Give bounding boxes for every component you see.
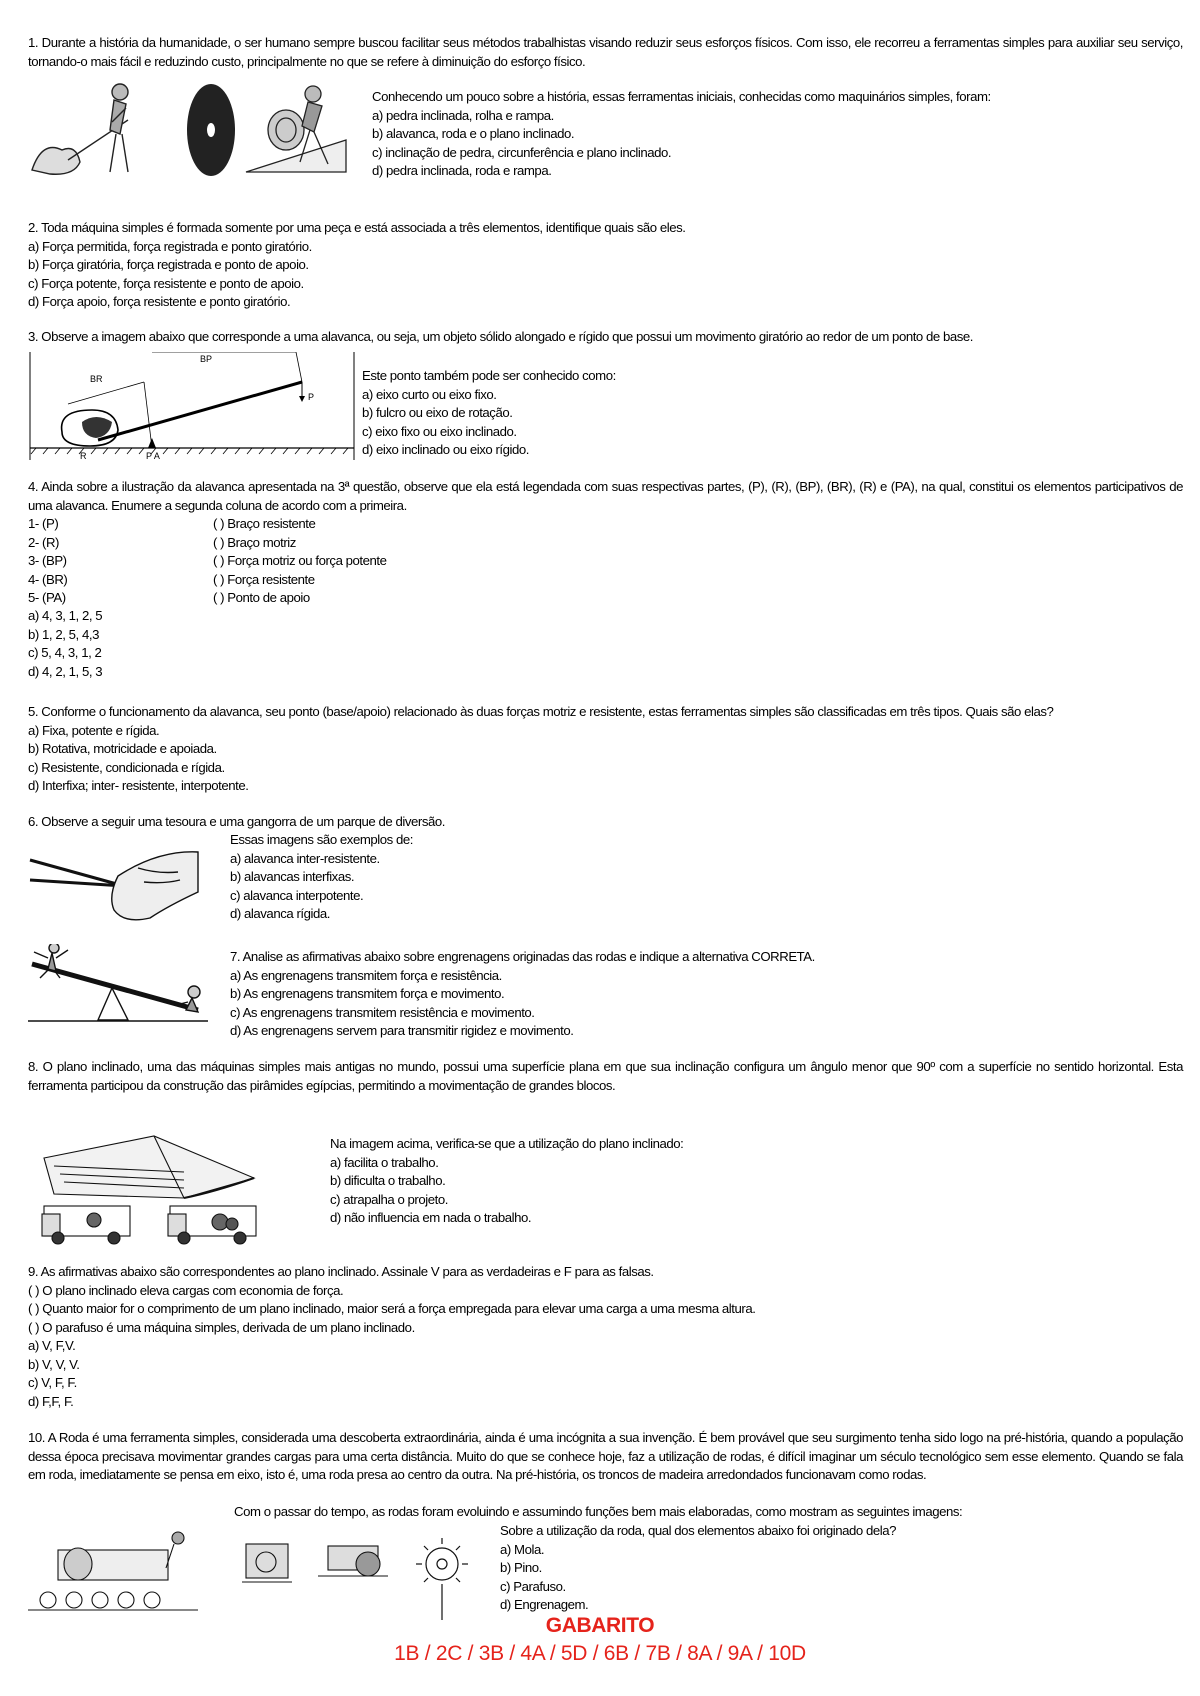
q8-option-d: d) não influencia em nada o trabalho. (330, 1210, 532, 1225)
q10-option-a: a) Mola. (500, 1541, 545, 1557)
q5-option-d: d) Interfixa; inter- resistente, interpotente. (28, 778, 249, 793)
q4-right-item: ( ) Braço resistente (213, 516, 316, 531)
scissors-illustration (28, 846, 203, 924)
q8-statement: 8. O plano inclinado, uma das máquinas simples mais antigas no mundo, possui uma superfície plana em que sua inclinação configura um ângulo menor que 90º com a superfície no sentido horizontal. Esta ferramenta participou da construção das pirâmides egípcias, permitindo a movimentação de grandes blocos. (28, 1059, 1183, 1093)
q2-option-b: b) Força giratória, força registrada e ponto de apoio. (28, 257, 309, 272)
q2-option-d: d) Força apoio, força resistente e ponto giratório. (28, 294, 291, 309)
q4-left-item: 4- (BR) (28, 571, 68, 587)
q7-block (230, 948, 1130, 1041)
q4-option-a: a) 4, 3, 1, 2, 5 (28, 608, 103, 623)
lever-diagram (28, 352, 358, 462)
q4-right-item: ( ) Ponto de apoio (213, 590, 310, 605)
q3-prompt: Este ponto também pode ser conhecido como: (362, 368, 616, 383)
q4-statement: 4. Ainda sobre a ilustração da alavanca apresentada na 3ª questão, observe que ela está legendada com suas respectivas partes, (P), (R), (BP), (BR), (R) e (PA), na qual, constitui os elementos participativos de uma alavanca. Enumere a segunda coluna de acordo com a primeira. (28, 479, 1183, 513)
q3-option-a: a) eixo curto ou eixo fixo. (362, 386, 497, 402)
q7-option-b: b) As engrenagens transmitem força e movimento. (230, 986, 505, 1001)
q6-option-a: a) alavanca inter-resistente. (230, 850, 380, 866)
q3-answer-block (362, 367, 762, 460)
q5-block (28, 703, 1183, 796)
q7-option-d: d) As engrenagens servem para transmitir rigidez e movimento. (230, 1023, 574, 1038)
q6-answer-block (230, 831, 630, 924)
q8-answer-block (330, 1135, 830, 1228)
q6-option-c: c) alavanca interpotente. (230, 887, 364, 903)
q5-option-b: b) Rotativa, motricidade e apoiada. (28, 741, 217, 756)
log-rollers-icon (28, 1532, 198, 1610)
q4-option-c: c) 5, 4, 3, 1, 2 (28, 645, 102, 660)
q1-option-c: c) inclinação de pedra, circunferência e plano inclinado. (372, 144, 672, 160)
q3-option-b: b) fulcro ou eixo de rotação. (362, 405, 513, 420)
q10-intro: Com o passar do tempo, as rodas foram evoluindo e assumindo funções bem mais elaboradas, como mostram as seguintes imagens: (234, 1504, 963, 1519)
q4-right-column (213, 515, 613, 608)
q4-left-item: 2- (R) (28, 534, 59, 550)
q2-option-c: c) Força potente, força resistente e ponto de apoio. (28, 275, 304, 291)
lever-label-br: BR (90, 374, 103, 384)
q7-option-a: a) As engrenagens transmitem força e resistência. (230, 967, 502, 983)
q9-option-a: a) V, F,V. (28, 1338, 76, 1353)
q10-option-c: c) Parafuso. (500, 1578, 566, 1594)
q6-option-b: b) alavancas interfixas. (230, 869, 355, 884)
wheel-evolution-illustrations (28, 1524, 468, 1624)
q8-prompt: Na imagem acima, verifica-se que a utilização do plano inclinado: (330, 1136, 684, 1151)
q8-option-b: b) dificulta o trabalho. (330, 1173, 446, 1188)
q1-statement: 1. Durante a história da humanidade, o ser humano sempre buscou facilitar seus métodos trabalhistas visando reduzir seus esforços físicos. Com isso, ele recorreu a ferramentas simples para auxiliar seu serviço, tornando-o mais fácil e reduzindo custo, principalmente no que se refere à diminuição do esforço físico. (28, 35, 1183, 69)
lever-label-r: R (80, 451, 87, 461)
q1-option-a: a) pedra inclinada, rolha e rampa. (372, 107, 554, 123)
q4-options (28, 607, 328, 681)
q9-item: ( ) O plano inclinado eleva cargas com economia de força. (28, 1282, 344, 1298)
q7-statement: 7. Analise as afirmativas abaixo sobre engrenagens originadas das rodas e indique a alternativa CORRETA. (230, 949, 815, 964)
q9-item: ( ) Quanto maior for o comprimento de um plano inclinado, maior será a força empregada para elevar uma carga a uma mesma altura. (28, 1301, 756, 1316)
q2-option-a: a) Força permitida, força registrada e ponto giratório. (28, 238, 312, 254)
q4-right-item: ( ) Força motriz ou força potente (213, 553, 387, 568)
answer-key-title: GABARITO (545, 1614, 655, 1637)
q9-block (28, 1263, 1183, 1411)
q9-item: ( ) O parafuso é uma máquina simples, derivada de um plano inclinado. (28, 1319, 415, 1335)
lever-label-pa: P A (146, 451, 160, 461)
caveman-lever-illustration (28, 80, 358, 180)
q1-option-b: b) alavanca, roda e o plano inclinado. (372, 126, 575, 141)
q9-option-b: b) V, V, V. (28, 1356, 80, 1372)
q8-option-a: a) facilita o trabalho. (330, 1154, 439, 1170)
lever-label-bp: BP (200, 354, 213, 364)
q10-option-b: b) Pino. (500, 1560, 542, 1575)
q5-statement: 5. Conforme o funcionamento da alavanca, seu ponto (base/apoio) relacionado às duas forças motriz e resistente, estas ferramentas simples são classificadas em três tipos. Quais são elas? (28, 704, 1054, 719)
q8-option-c: c) atrapalha o projeto. (330, 1191, 448, 1207)
q1-prompt: Conhecendo um pouco sobre a história, essas ferramentas iniciais, conhecidas como maquinários simples, foram: (372, 89, 991, 104)
lever-label-p: P (308, 392, 315, 402)
winch-icon (242, 1544, 292, 1582)
q4-right-item: ( ) Braço motriz (213, 534, 296, 550)
q3-option-c: c) eixo fixo ou eixo inclinado. (362, 423, 517, 439)
q5-option-a: a) Fixa, potente e rígida. (28, 722, 160, 738)
pyramid-inclined-plane-illustration (34, 1122, 294, 1248)
answer-key-values: 1B / 2C / 3B / 4A / 5D / 6B / 7B / 8A / 9A / 10D (394, 1642, 806, 1665)
q5-option-c: c) Resistente, condicionada e rígida. (28, 759, 225, 775)
q1-answer-block (372, 88, 1182, 181)
q4-right-item: ( ) Força resistente (213, 571, 315, 587)
cart-icon (318, 1546, 388, 1576)
q3-option-d: d) eixo inclinado ou eixo rígido. (362, 442, 529, 457)
stone-wheel-icon (187, 84, 235, 176)
q1-option-d: d) pedra inclinada, roda e rampa. (372, 163, 552, 178)
q4-left-column (28, 515, 228, 608)
q6-prompt: Essas imagens são exemplos de: (230, 832, 413, 847)
q10-prompt: Sobre a utilização da roda, qual dos elementos abaixo foi originado dela? (500, 1523, 897, 1538)
q3-statement: 3. Observe a imagem abaixo que corresponde a uma alavanca, ou seja, um objeto sólido alongado e rígido que possui um movimento giratório ao redor de um ponto de base. (28, 329, 974, 344)
q9-statement: 9. As afirmativas abaixo são correspondentes ao plano inclinado. Assinale V para as verdadeiras e F para as falsas. (28, 1264, 654, 1279)
q4-option-d: d) 4, 2, 1, 5, 3 (28, 663, 103, 679)
q4-option-b: b) 1, 2, 5, 4,3 (28, 626, 99, 642)
gear-icon (416, 1538, 468, 1620)
q4-left-item: 5- (PA) (28, 590, 66, 605)
q10-option-d: d) Engrenagem. (500, 1597, 589, 1612)
q2-block (28, 219, 1183, 312)
seesaw-illustration (28, 944, 208, 1024)
q4-left-item: 3- (BP) (28, 553, 67, 568)
q7-option-c: c) As engrenagens transmitem resistência e movimento. (230, 1004, 535, 1020)
q10-answer-block (500, 1522, 1000, 1615)
q6-statement: 6. Observe a seguir uma tesoura e uma gangorra de um parque de diversão. (28, 814, 445, 829)
q10-statement: 10. A Roda é uma ferramenta simples, considerada uma descoberta extraordinária, ainda é uma incógnita a sua invenção. É bem provável que seu surgimento tenha sido logo na pré-história, quando a população dessa época precisava movimentar grandes cargas para uma certa distância. Muito do que se conhece hoje, faz a utilização de rodas, é difícil imaginar um século tecnológico sem esse elemento. Quando se fala em roda, imediatamente se pensa em eixo, isto é, uma roda presa ao centro da outra. Na pré-história, os troncos de madeira arredondados funcionavam como rodas. (28, 1430, 1183, 1482)
q9-option-c: c) V, F, F. (28, 1375, 77, 1390)
q9-option-d: d) F,F, F. (28, 1393, 74, 1409)
q6-option-d: d) alavanca rígida. (230, 906, 330, 921)
q2-statement: 2. Toda máquina simples é formada somente por uma peça e está associada a três elementos, identifique quais são eles. (28, 220, 686, 235)
q4-left-item: 1- (P) (28, 516, 59, 531)
